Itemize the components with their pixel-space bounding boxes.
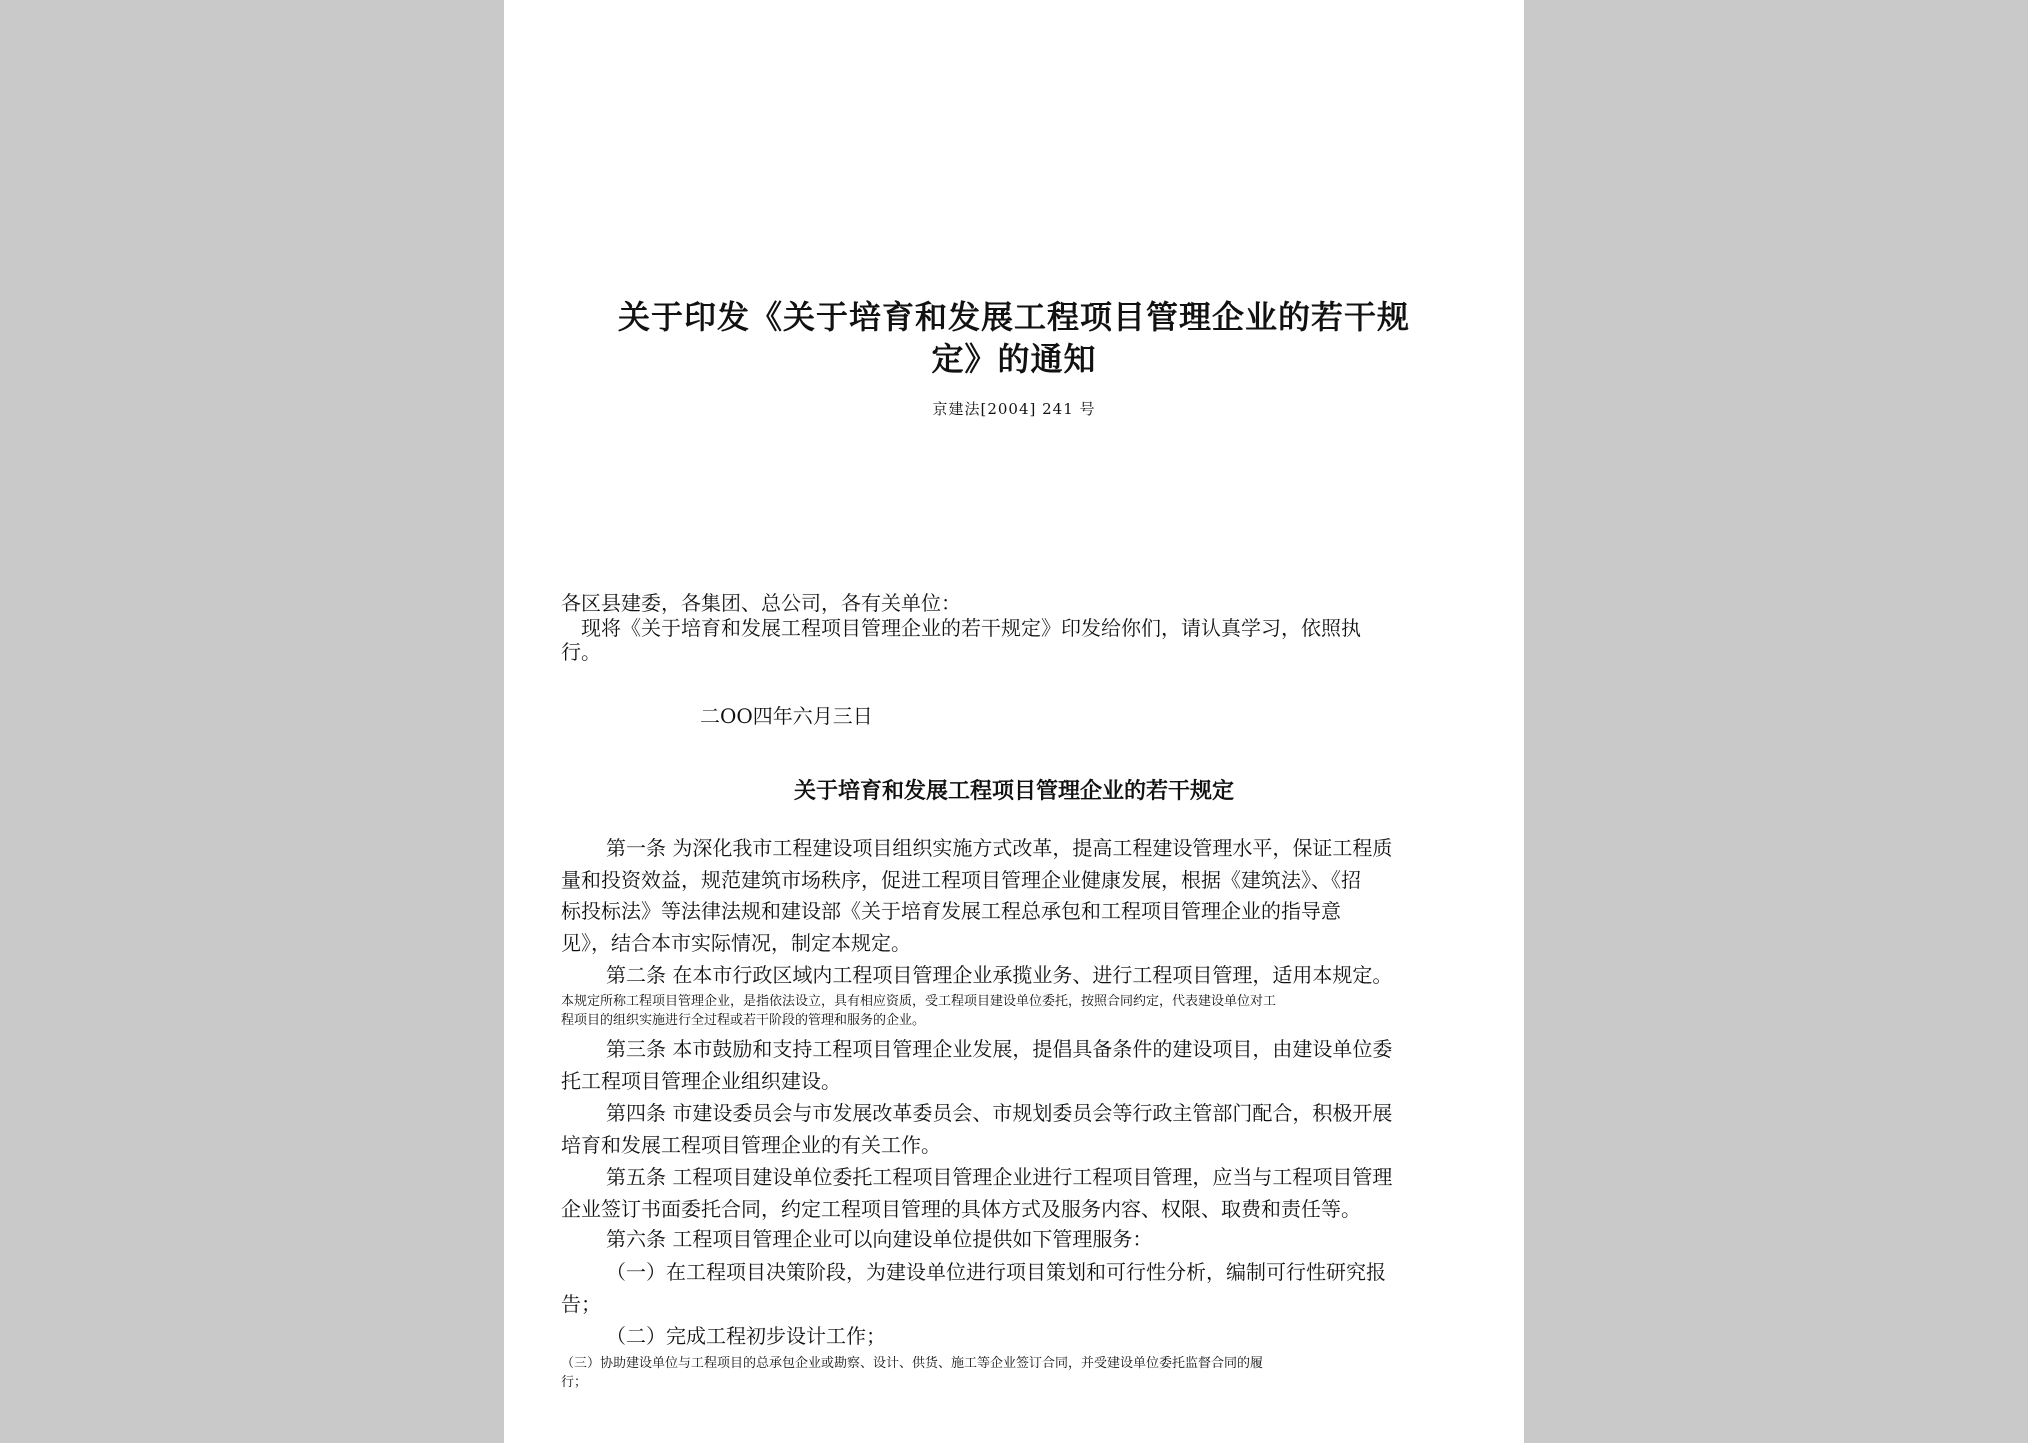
item-3-line-1: （三）协助建设单位与工程项目的总承包企业或勘察、设计、供货、施工等企业签订合同，并受建设单位委托监督合同的履: [561, 1356, 1264, 1371]
article-5-line-2: 企业签订书面委托合同，约定工程项目管理的具体方式及服务内容、权限、取费和责任等。: [561, 1197, 1361, 1221]
article-6-line-1: 第六条 工程项目管理企业可以向建设单位提供如下管理服务：: [606, 1227, 1153, 1251]
notice-body-line-1: 现将《关于培育和发展工程项目管理企业的若干规定》印发给你们，请认真学习，依照执: [581, 616, 1361, 640]
article-5-line-1: 第五条 工程项目建设单位委托工程项目管理企业进行工程项目管理，应当与工程项目管理: [606, 1165, 1393, 1189]
article-3-line-2: 托工程项目管理企业组织建设。: [561, 1069, 841, 1093]
article-1-line-1: 第一条 为深化我市工程建设项目组织实施方式改革，提高工程建设管理水平，保证工程质: [606, 836, 1393, 860]
addressee: 各区县建委，各集团、总公司，各有关单位：: [561, 591, 961, 615]
notice-title-line-1: 关于印发《关于培育和发展工程项目管理企业的若干规: [617, 298, 1410, 336]
item-2: （二）完成工程初步设计工作；: [606, 1324, 886, 1348]
article-1-line-2: 量和投资效益，规范建筑市场秩序，促进工程项目管理企业健康发展，根据《建筑法》、《招: [561, 868, 1361, 892]
article-4-line-2: 培育和发展工程项目管理企业的有关工作。: [561, 1133, 941, 1157]
article-1-line-4: 见》，结合本市实际情况，制定本规定。: [561, 931, 911, 955]
article-2-note-line-2: 程项目的组织实施进行全过程或若干阶段的管理和服务的企业。: [561, 1013, 926, 1028]
article-3-line-1: 第三条 本市鼓励和支持工程项目管理企业发展，提倡具备条件的建设项目，由建设单位委: [606, 1037, 1393, 1061]
item-1-line-2: 告；: [561, 1292, 601, 1316]
article-2-note-line-1: 本规定所称工程项目管理企业，是指依法设立，具有相应资质，受工程项目建设单位委托，按照合同约定，代表建设单位对工: [561, 994, 1277, 1009]
article-4-line-1: 第四条 市建设委员会与市发展改革委员会、市规划委员会等行政主管部门配合，积极开展: [606, 1101, 1393, 1125]
item-1-line-1: （一）在工程项目决策阶段，为建设单位进行项目策划和可行性分析，编制可行性研究报: [606, 1260, 1386, 1284]
document-number: 京建法[2004] 241 号: [932, 400, 1096, 418]
article-2-line-1: 第二条 在本市行政区域内工程项目管理企业承揽业务、进行工程项目管理，适用本规定。: [606, 963, 1393, 987]
regulation-title: 关于培育和发展工程项目管理企业的若干规定: [793, 778, 1234, 804]
item-3-line-2: 行；: [561, 1375, 588, 1390]
article-1-line-3: 标投标法》等法律法规和建设部《关于培育发展工程总承包和工程项目管理企业的指导意: [561, 899, 1341, 923]
notice-body-line-2: 行。: [561, 640, 601, 664]
notice-date: 二OO四年六月三日: [700, 704, 873, 728]
document-page: [504, 0, 1524, 1443]
notice-title-line-2: 定》的通知: [931, 340, 1097, 378]
